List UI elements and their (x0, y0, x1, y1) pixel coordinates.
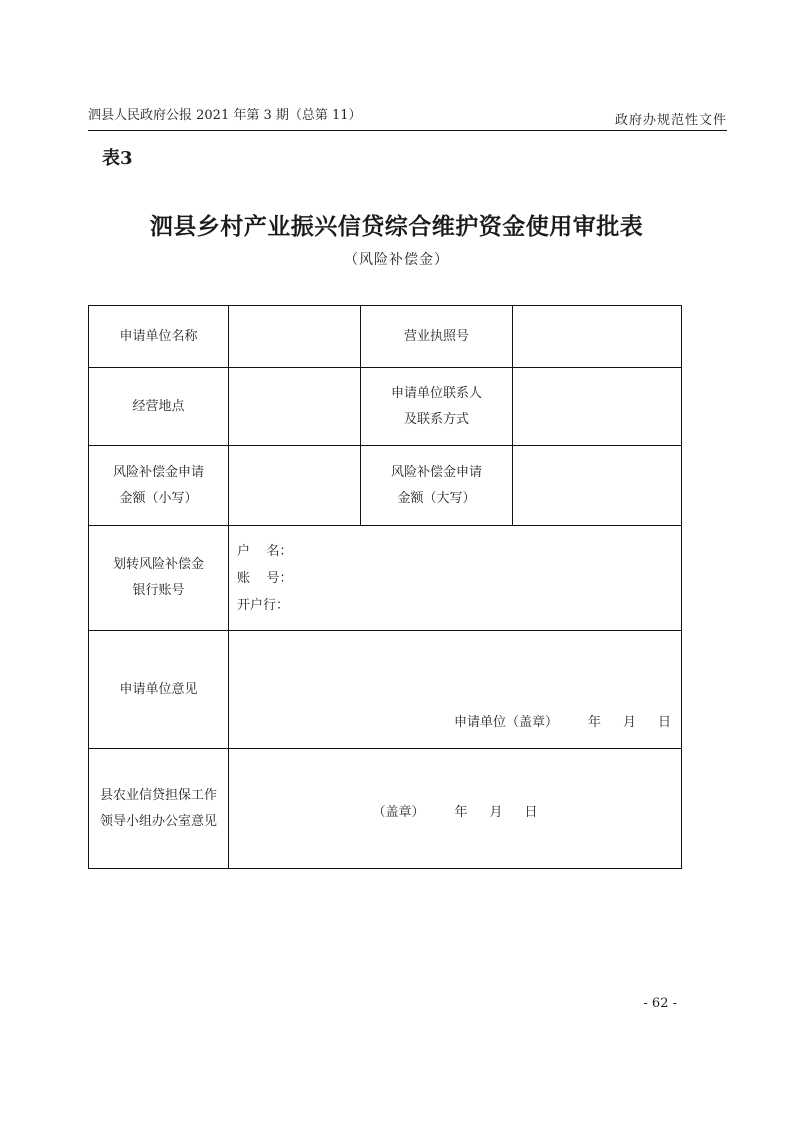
contact-label-line1: 申请单位联系人 (390, 385, 482, 401)
contact-label-line2: 及联系方式 (403, 411, 469, 427)
business-license-label: 营业执照号 (361, 306, 513, 368)
document-category: 政府办规范性文件 (614, 113, 727, 128)
applicant-seal-line (454, 711, 671, 730)
table-label: 表3 (102, 148, 133, 169)
address-label: 经营地点 (89, 368, 229, 446)
amount-large-label-line2: 金额（大写） (397, 490, 476, 506)
leader-seal-year: 年 (454, 805, 468, 820)
leader-seal-line (229, 797, 681, 820)
address-field[interactable] (229, 368, 361, 446)
seal-year: 年 (587, 715, 601, 730)
account-name-line: 户 名： (237, 543, 293, 559)
amount-small-label-line1: 风险补偿金申请 (112, 464, 204, 480)
leader-opinion-label (89, 749, 229, 869)
page-title: 泗县乡村产业振兴信贷综合维护资金使用审批表 (149, 213, 644, 240)
applicant-name-label: 申请单位名称 (89, 306, 229, 368)
bulletin-header: 泗县人民政府公报 2021 年第 3 期（总第 11） (88, 108, 362, 123)
bank-branch-line: 开户行： (237, 597, 290, 613)
applicant-seal-text: 申请单位（盖章） (453, 715, 558, 730)
amount-small-field[interactable] (229, 446, 361, 526)
leader-opinion-label-line2: 领导小组办公室意见 (99, 813, 217, 829)
bank-account-field[interactable] (229, 526, 682, 631)
bank-account-label (89, 526, 229, 631)
amount-large-field[interactable] (513, 446, 682, 526)
bank-account-label-line2: 银行账号 (132, 583, 185, 598)
leader-seal-month: 月 (489, 805, 503, 820)
applicant-name-field[interactable] (229, 306, 361, 368)
page-number: - 62 - (643, 996, 677, 1011)
amount-large-label-line1: 风险补偿金申请 (390, 464, 482, 480)
header-divider (88, 130, 727, 131)
table-row (89, 446, 682, 526)
applicant-opinion-field[interactable] (229, 631, 682, 749)
contact-label (361, 368, 513, 446)
page-subtitle: （风险补偿金） (344, 252, 449, 268)
leader-seal-day: 日 (524, 805, 538, 820)
amount-small-label (89, 446, 229, 526)
applicant-opinion-label: 申请单位意见 (89, 631, 229, 749)
contact-field[interactable] (513, 368, 682, 446)
seal-day: 日 (657, 715, 671, 730)
leader-opinion-label-line1: 县农业信贷担保工作 (99, 787, 217, 803)
table-row (89, 631, 682, 749)
amount-small-label-line2: 金额（小写） (119, 490, 198, 506)
leader-seal-text: （盖章） (372, 805, 425, 820)
account-number-line: 账 号： (237, 570, 293, 586)
seal-month: 月 (622, 715, 636, 730)
bank-account-label-line1: 划转风险补偿金 (112, 557, 204, 572)
amount-large-label (361, 446, 513, 526)
table-row (89, 526, 682, 631)
business-license-field[interactable] (513, 306, 682, 368)
table-row (89, 749, 682, 869)
table-row (89, 368, 682, 446)
leader-opinion-field[interactable] (229, 749, 682, 869)
table-row (89, 306, 682, 368)
approval-form-table (88, 305, 682, 869)
